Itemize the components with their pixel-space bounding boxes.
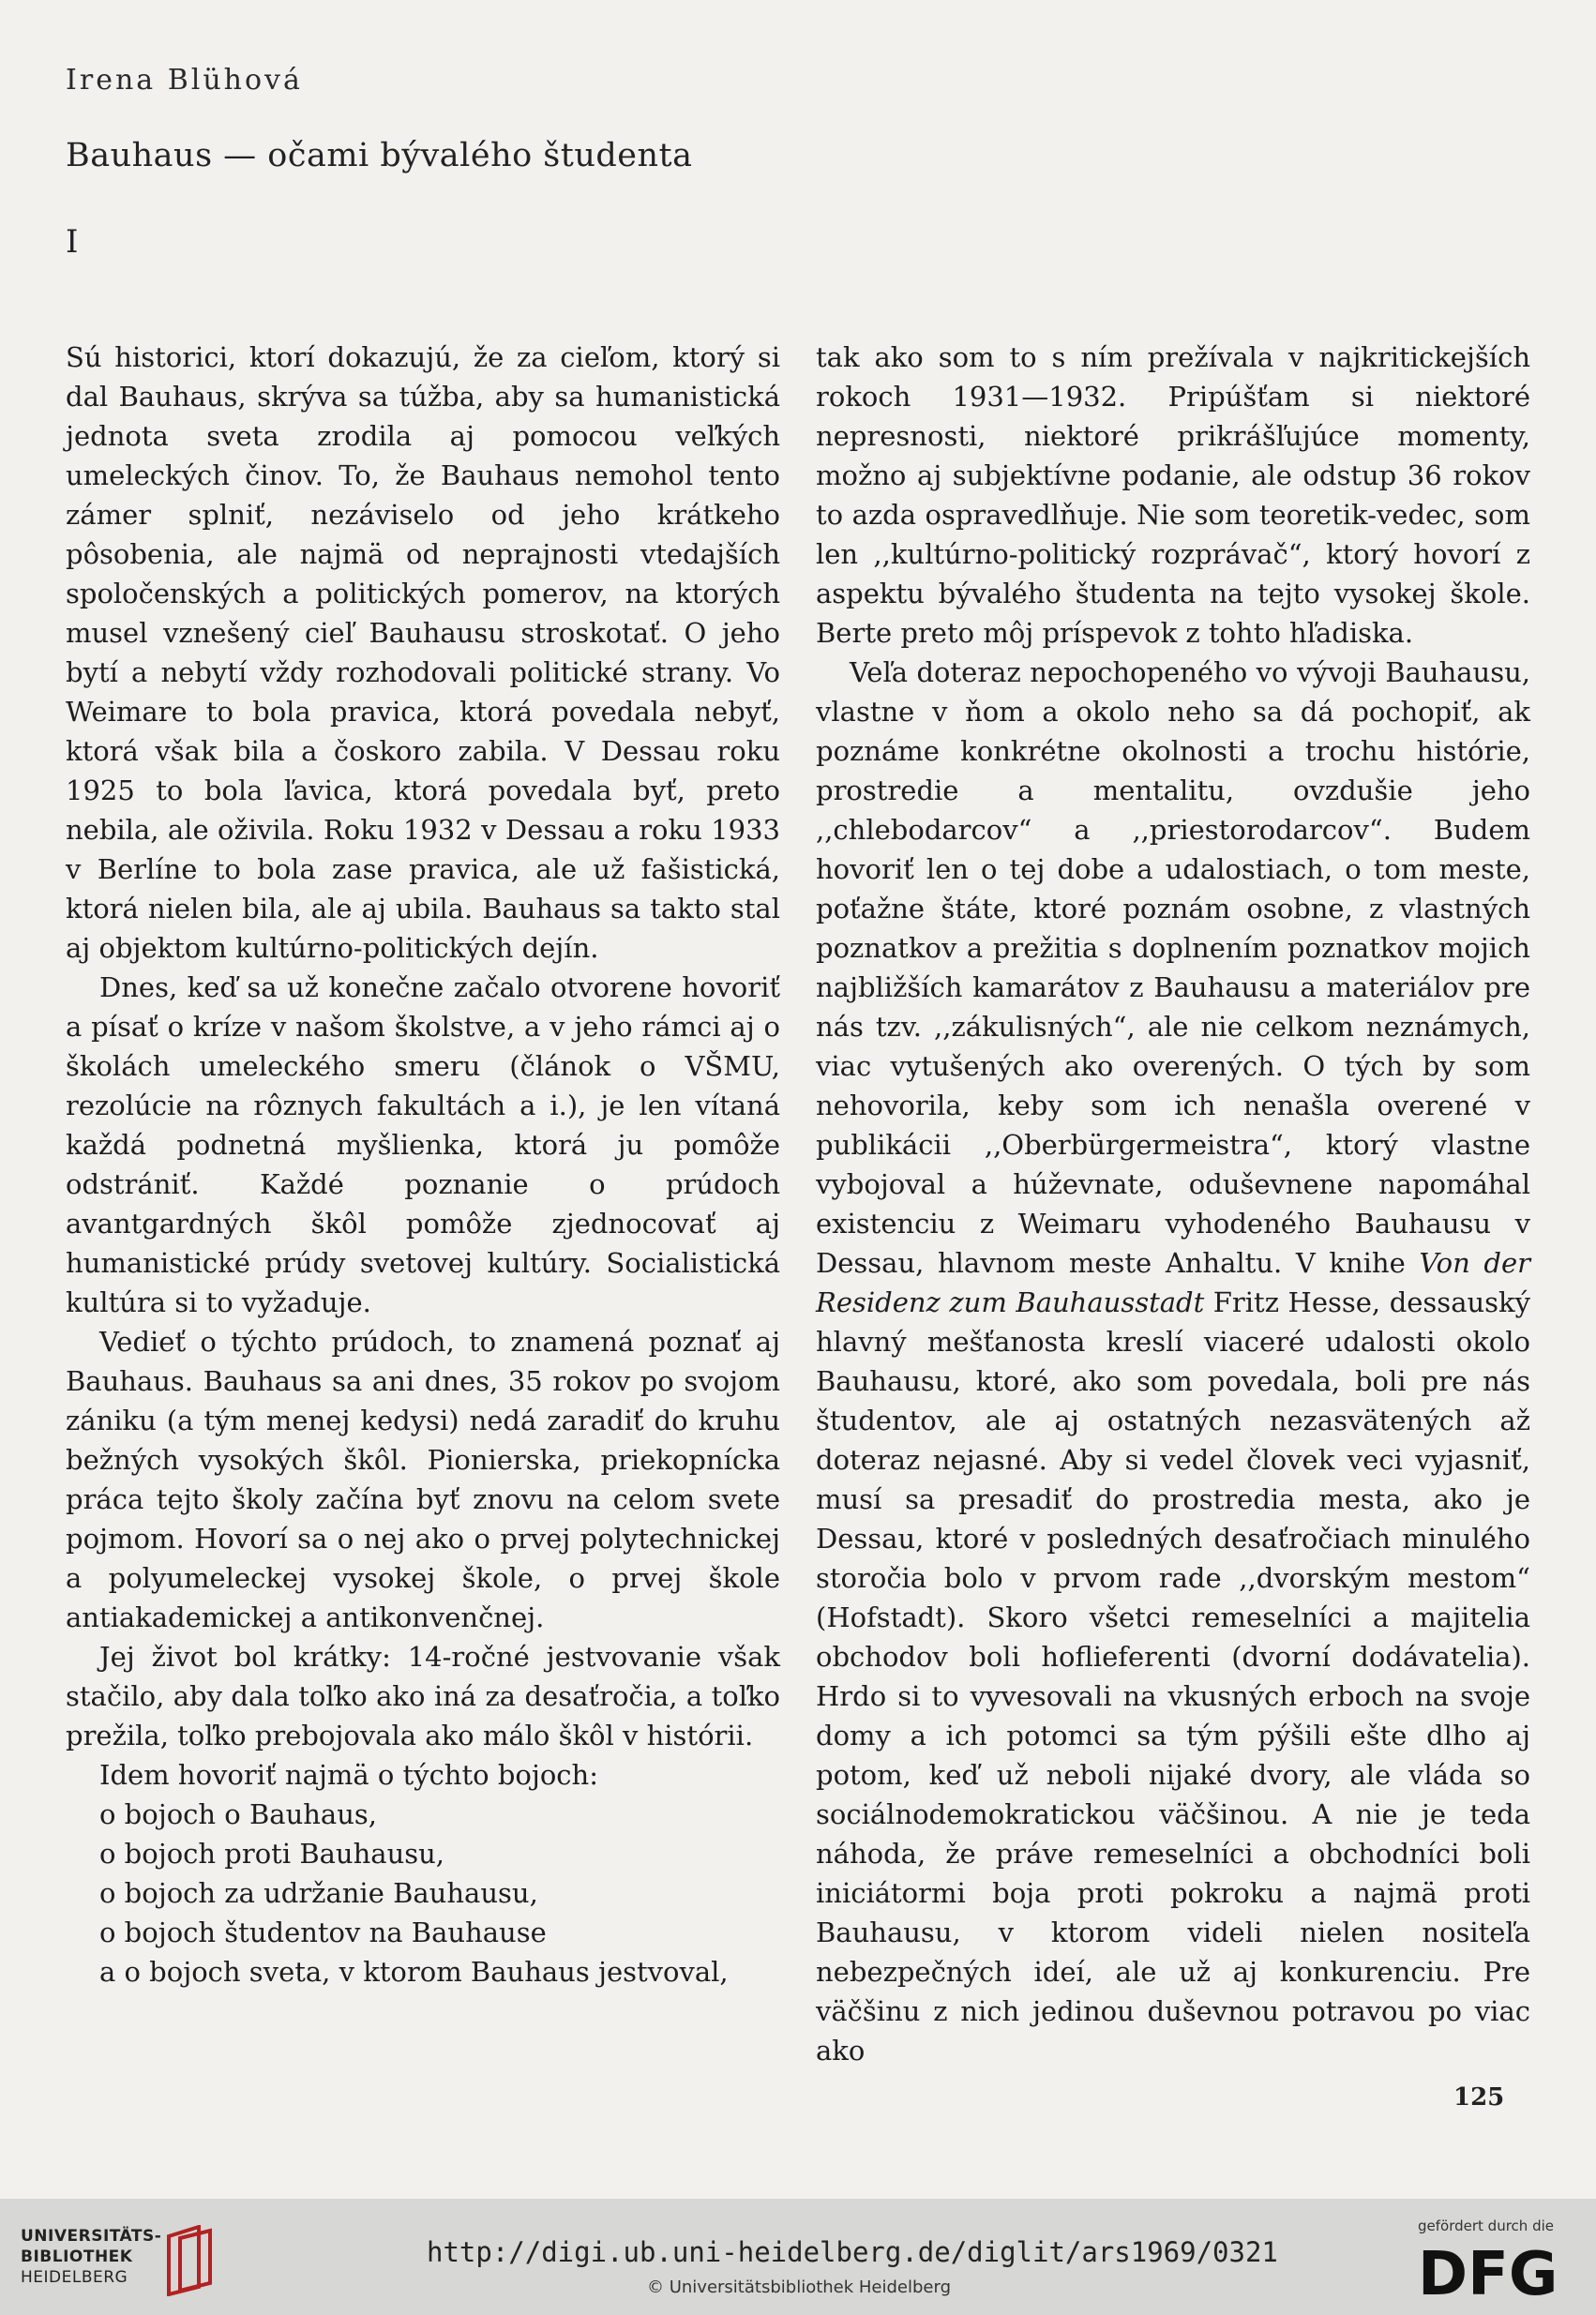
list-line: a o bojoch sveta, v ktorom Bauhaus jestvoval, (99, 1956, 729, 1988)
library-name-line3: HEIDELBERG (21, 2268, 128, 2287)
dfg-caption: gefördert durch die (1418, 2217, 1554, 2234)
paragraph: Sú historici, ktorí dokazujú, že za cieľom, ktorý si dal Bauhaus, skrýva sa túžba, aby sa humanistická jednota sveta zrodila aj pomocou veľkých umeleckých činov. To, že Bauhaus nemohol tento zámer splniť, nezáviselo od jeho krátkeho pôsobenia, ale najmä od neprajnosti vtedajších spoločenských a politických pomerov, na ktorých musel vznešený cieľ Bauhausu stroskotať. O jeho bytí a nebytí vždy rozhodovali politické strany. Vo Weimare to bola pravica, ktorá povedala nebyť, ktorá však bila a čoskoro zabila. V Dessau roku 1925 to bola ľavica, ktorá povedala byť, preto nebila, ale oživila. Roku 1932 v Dessau a roku 1933 v Berlíne to bola zase pravica, ale už fašistická, ktorá nielen bila, ale aj ubila. Bauhaus sa takto stal aj objektom kultúrno-politických dejín. (66, 341, 780, 964)
paragraph: tak ako som to s ním prežívala v najkritickejších rokoch 1931—1932. Pripúšťam si niektoré nepresnosti, niektoré prikrášľujúce momenty, možno aj subjektívne podanie, ale odstup 36 rokov to azda ospravedlňuje. Nie som teoretik-vedec, som len ,,kultúrno-politický rozprávač“, ktorý hovorí z aspektu bývalého študenta na tejto vysokej škole. Berte preto môj príspevok z tohto hľadiska. (816, 341, 1530, 649)
paragraph: Dnes, keď sa už konečne začalo otvorene hovoriť a písať o kríze v našom školstve, a v jeho rámci aj o školách umeleckého smeru (článok o VŠMU, rezolúcie na rôznych fakultách a i.), je len vítaná každá podnetná myšlienka, ktorá ju pomôže odstrániť. Každé poznanie o prúdoch avantgardných škôl pomôže zjednocovať aj humanistické prúdy svetovej kultúry. Socialistická kultúra si to vyžaduje. (66, 971, 780, 1318)
section-number: I (66, 223, 79, 261)
paragraph: Jej život bol krátky: 14-ročné jestvovanie však stačilo, aby dala toľko ako iná za desaťročia, a toľko prežila, toľko prebojovala ako málo škôl v histórii. (66, 1641, 780, 1751)
library-logo[interactable] (21, 2225, 218, 2300)
article-title: Bauhaus — očami bývalého študenta (66, 137, 693, 174)
paragraph-text: Fritz Hesse, dessauský hlavný mešťanosta kreslí viaceré udalosti okolo Bauhausu, ktoré, ako som povedala, boli pre nás študentov, ale aj ostatných nezasvätených až doteraz nejasné. Aby si vedel človek veci vyjasniť, musí sa presadiť do prostredia mesta, ako je Dessau, ktoré v posledných desaťročiach minulého storočia bolo v prvom rade ,,dvorským mestom“ (Hofstadt). Skoro všetci remeselníci a majitelia obchodov boli hoflieferenti (dvorní dodávatelia). Hrdo si to vyvesovali na vkusných erboch na svoje domy a ich potomci sa tým pýšili ešte dlho aj potom, keď už neboli nijaké dvory, ale vláda so sociálnodemokratickou väčšinou. A nie je teda náhoda, že práve remeselníci a obchodníci boli iniciátormi boja proti pokroku a najmä proti Bauhausu, v ktorom videli nielen nositeľa nebezpečných ideí, ale už aj konkurenciu. Pre väčšinu z nich jedinou duševnou potravou po viac ako (816, 1286, 1530, 2067)
copyright-text: © Universitätsbibliothek Heidelberg (647, 2277, 952, 2297)
library-emblem-icon (161, 2225, 219, 2296)
book-title: Von der Residenz zum Bauhausstadt (816, 1247, 1531, 1318)
document-url-link[interactable]: http://digi.ub.uni-heidelberg.de/diglit/ars1969/0321 (427, 2236, 1278, 2268)
library-name-line2: BIBLIOTHEK (21, 2247, 133, 2266)
list-line: o bojoch študentov na Bauhause (99, 1917, 547, 1948)
paragraph: Vedieť o týchto prúdoch, to znamená poznať aj Bauhaus. Bauhaus sa ani dnes, 35 rokov po svojom zániku (a tým menej kedysi) nedá zaradiť do kruhu bežných vysokých škôl. Pionierska, priekopnícka práca tejto školy začína byť znovu na celom svete pojmom. Hovorí sa o nej ako o prvej polytechnickej a polyumeleckej vysokej škole, o prvej škole antiakademickej a antikonvenčnej. (66, 1326, 780, 1633)
list-line: o bojoch o Bauhaus, (99, 1798, 377, 1830)
page-number: 125 (1453, 2083, 1505, 2112)
text-column-right (816, 338, 1530, 2070)
paragraph (816, 653, 1530, 2070)
dfg-logo-icon[interactable] (1418, 2240, 1558, 2302)
dfg-logo-text: DFG (1418, 2240, 1558, 2302)
author-name: Irena Blühová (66, 64, 303, 97)
list-line: o bojoch proti Bauhausu, (99, 1838, 445, 1870)
list-line: Idem hovoriť najmä o týchto bojoch: (99, 1759, 598, 1791)
list-line: o bojoch za udržanie Bauhausu, (99, 1877, 538, 1909)
footer-bar (0, 2199, 1596, 2315)
library-name-line1: UNIVERSITÄTS- (21, 2227, 162, 2246)
text-column-left (66, 338, 780, 1992)
paragraph-text: Veľa doteraz nepochopeného vo vývoji Bauhausu, vlastne v ňom a okolo neho sa dá pochopiť, ak poznáme konkrétne okolnosti a trochu histórie, prostredie a mentalitu, ovzdušie jeho ,,chlebodarcov“ a ,,priestorodarcov“. Budem hovoriť len o tej dobe a udalostiach, o tom meste, poťažne štáte, ktoré poznám osobne, z vlastných poznatkov a prežitia s doplnením poznatkov mojich najbližších kamarátov z Bauhausu a materiálov pre nás tzv. ,,zákulisných“, ale nie celkom neznámych, viac vytušených ako overených. O tých by som nehovorila, keby som ich nenašla overené v publikácii ,,Oberbürgermeistra“, ktorý vlastne vybojoval a húževnate, oduševnene napomáhal existenciu z Weimaru vyhodeného Bauhausu v Dessau, hlavnom meste Anhaltu. V knihe (816, 656, 1530, 1279)
